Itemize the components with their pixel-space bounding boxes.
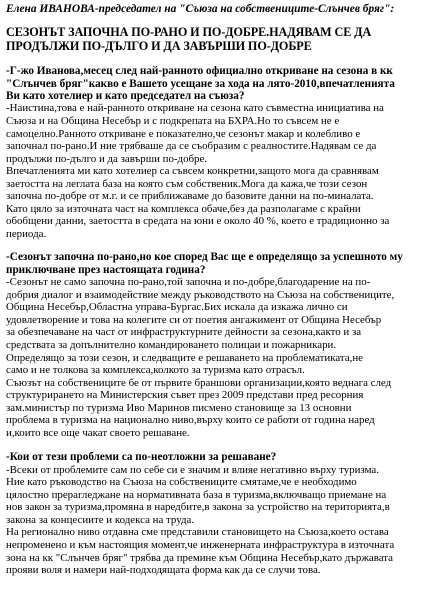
answer-line: -Сезонът не само започна по-рано,той започна и по-добре,благодарение на по- <box>6 276 371 289</box>
headline-line: СЕЗОНЪТ ЗАПОЧНА ПО-РАНО И ПО-ДОБРЕ.НАДЯВАМ СЕ ДА <box>6 25 372 39</box>
question-line: Ви като хотелиер и като председател на съюза? <box>6 90 245 102</box>
answer-line: Впечатленията ми като хотелиер са съвсем конкретни,защото мога да сравнявам <box>6 165 379 178</box>
answer-line: продължи по-дълго и да завърши по-добре. <box>6 152 208 165</box>
answer-line: заетостта на леглата база на която съм собственик.Мога да кажа,че този сезон <box>6 177 368 190</box>
question-line: -Г-жо Иванова,месец след най-ранното официално откриване на сезона в кк <box>6 65 393 78</box>
answer-line: само и не толкова за комплекса,колкото за туризма като отрасъл. <box>6 364 305 377</box>
answer-1 <box>6 102 434 240</box>
answer-line: Като цяло за източната част на комплекса обаче,без да разполагаме с крайни <box>6 202 361 215</box>
answer-line: структурирането на Министерския съвет през 2009 представи пред ресорния <box>6 389 364 402</box>
answer-line: закона за концесиите и кодекса на труда. <box>6 513 195 526</box>
question-line: приключване през настоящата година? <box>6 263 206 276</box>
answer-line: Община Несебър,Областна управа-Бургас.Бих искала да изкажа лично си <box>6 301 348 314</box>
answer-line: -Наистина,това е най-ранното откриване на сезона като съвместна инициатива на <box>6 102 384 115</box>
answer-line: започнал по-рано.И ние трябваше да се съобразим с реалностите.Надявам се да <box>6 140 377 153</box>
answer-line: самоцелно.Ранното откриване е показателно,че сезонът макар и колебливо е <box>6 127 361 140</box>
answer-line: Съюзът на собствениците бе от първите браншови организации,която веднага след <box>6 376 392 389</box>
answer-line: удовлетворение и това на колегите си от поетия ангажимент от Община Несебър <box>6 313 382 326</box>
answer-line: периода. <box>6 227 47 240</box>
question-line: "Слънчев бряг"какво е Вашето усещане за хода на лято-2010,впечатленията <box>6 77 395 90</box>
answer-line: зам.министър по туризма Иво Маринов писмено становище за 13 основни <box>6 401 352 414</box>
answer-line: На регионално ниво отдавна сме представили становището на Съюза,което остава <box>6 526 389 539</box>
answer-line: проблема в туризма на национално ниво,върху които се работи от година наред <box>6 414 375 427</box>
answer-line: и,които все още чакат своето решаване. <box>6 426 190 439</box>
question-1 <box>6 65 434 102</box>
answer-line: Определящо за този сезон, и следващите е решаването на проблематиката,не <box>6 351 363 364</box>
question-line: -Кои от тези проблеми са по-неотложни за решаване? <box>6 451 277 464</box>
article-byline: Елена ИВАНОВА-председател на "Съюза на собствениците-Слънчев бряг": <box>6 3 395 15</box>
answer-line: започна по-добре от м.г. и се приближаваме до базовите данни на по-миналата. <box>6 190 374 203</box>
question-2 <box>6 251 434 276</box>
answer-line: прояви воля и намери най-подходящата форма как да се случи това. <box>6 564 321 577</box>
answer-3 <box>6 464 434 577</box>
answer-line: нов закон за туризма,промяна в наредбите,в закона за устройство на територията,в <box>6 501 390 514</box>
question-line: -Сезонът започна по-рано,но кое според Вас ще е определящо за успешното му <box>6 251 403 264</box>
headline-line: ПРОДЪЛЖИ ПО-ДЪЛГО И ДА ЗАВЪРШИ ПО-ДОБРЕ <box>6 38 312 53</box>
answer-line: Ние като ръководство на Съюза на собствениците смятаме,че е необходимо <box>6 476 357 489</box>
answer-line: обобщени данни, заетостта в средата на юни е около 40 %, което е традиционно за <box>6 215 390 228</box>
question-3 <box>6 451 434 463</box>
answer-line: средствата за допълнително командироването полицаи и пожарникари. <box>6 338 337 351</box>
article-headline <box>6 26 434 53</box>
answer-line: Съюза и на Община Несебър и с подкрепата на БХРА.Но то съвсем не е <box>6 114 340 127</box>
answer-line: добрия диалог и взаимодействие между ръководството на Съюза на собствениците, <box>6 288 395 301</box>
answer-line: зона на кк "Слънчев бряг" трябва да премине към Община Несебър,като държавата <box>6 551 394 564</box>
answer-line: непроменено и към настоящия момент,че инженерната инфраструктура в източната <box>6 539 395 552</box>
answer-2 <box>6 276 434 439</box>
answer-line: за обезпечаване на част от инфраструктурните дейности за сезона,както и за <box>6 326 362 339</box>
answer-line: цялостно прерагледжане на нормативната база в туризма,включващо приемане на <box>6 488 387 501</box>
answer-line: -Всеки от проблемите сам по себе си е значим и влияе негативно върху туризма. <box>6 463 379 476</box>
